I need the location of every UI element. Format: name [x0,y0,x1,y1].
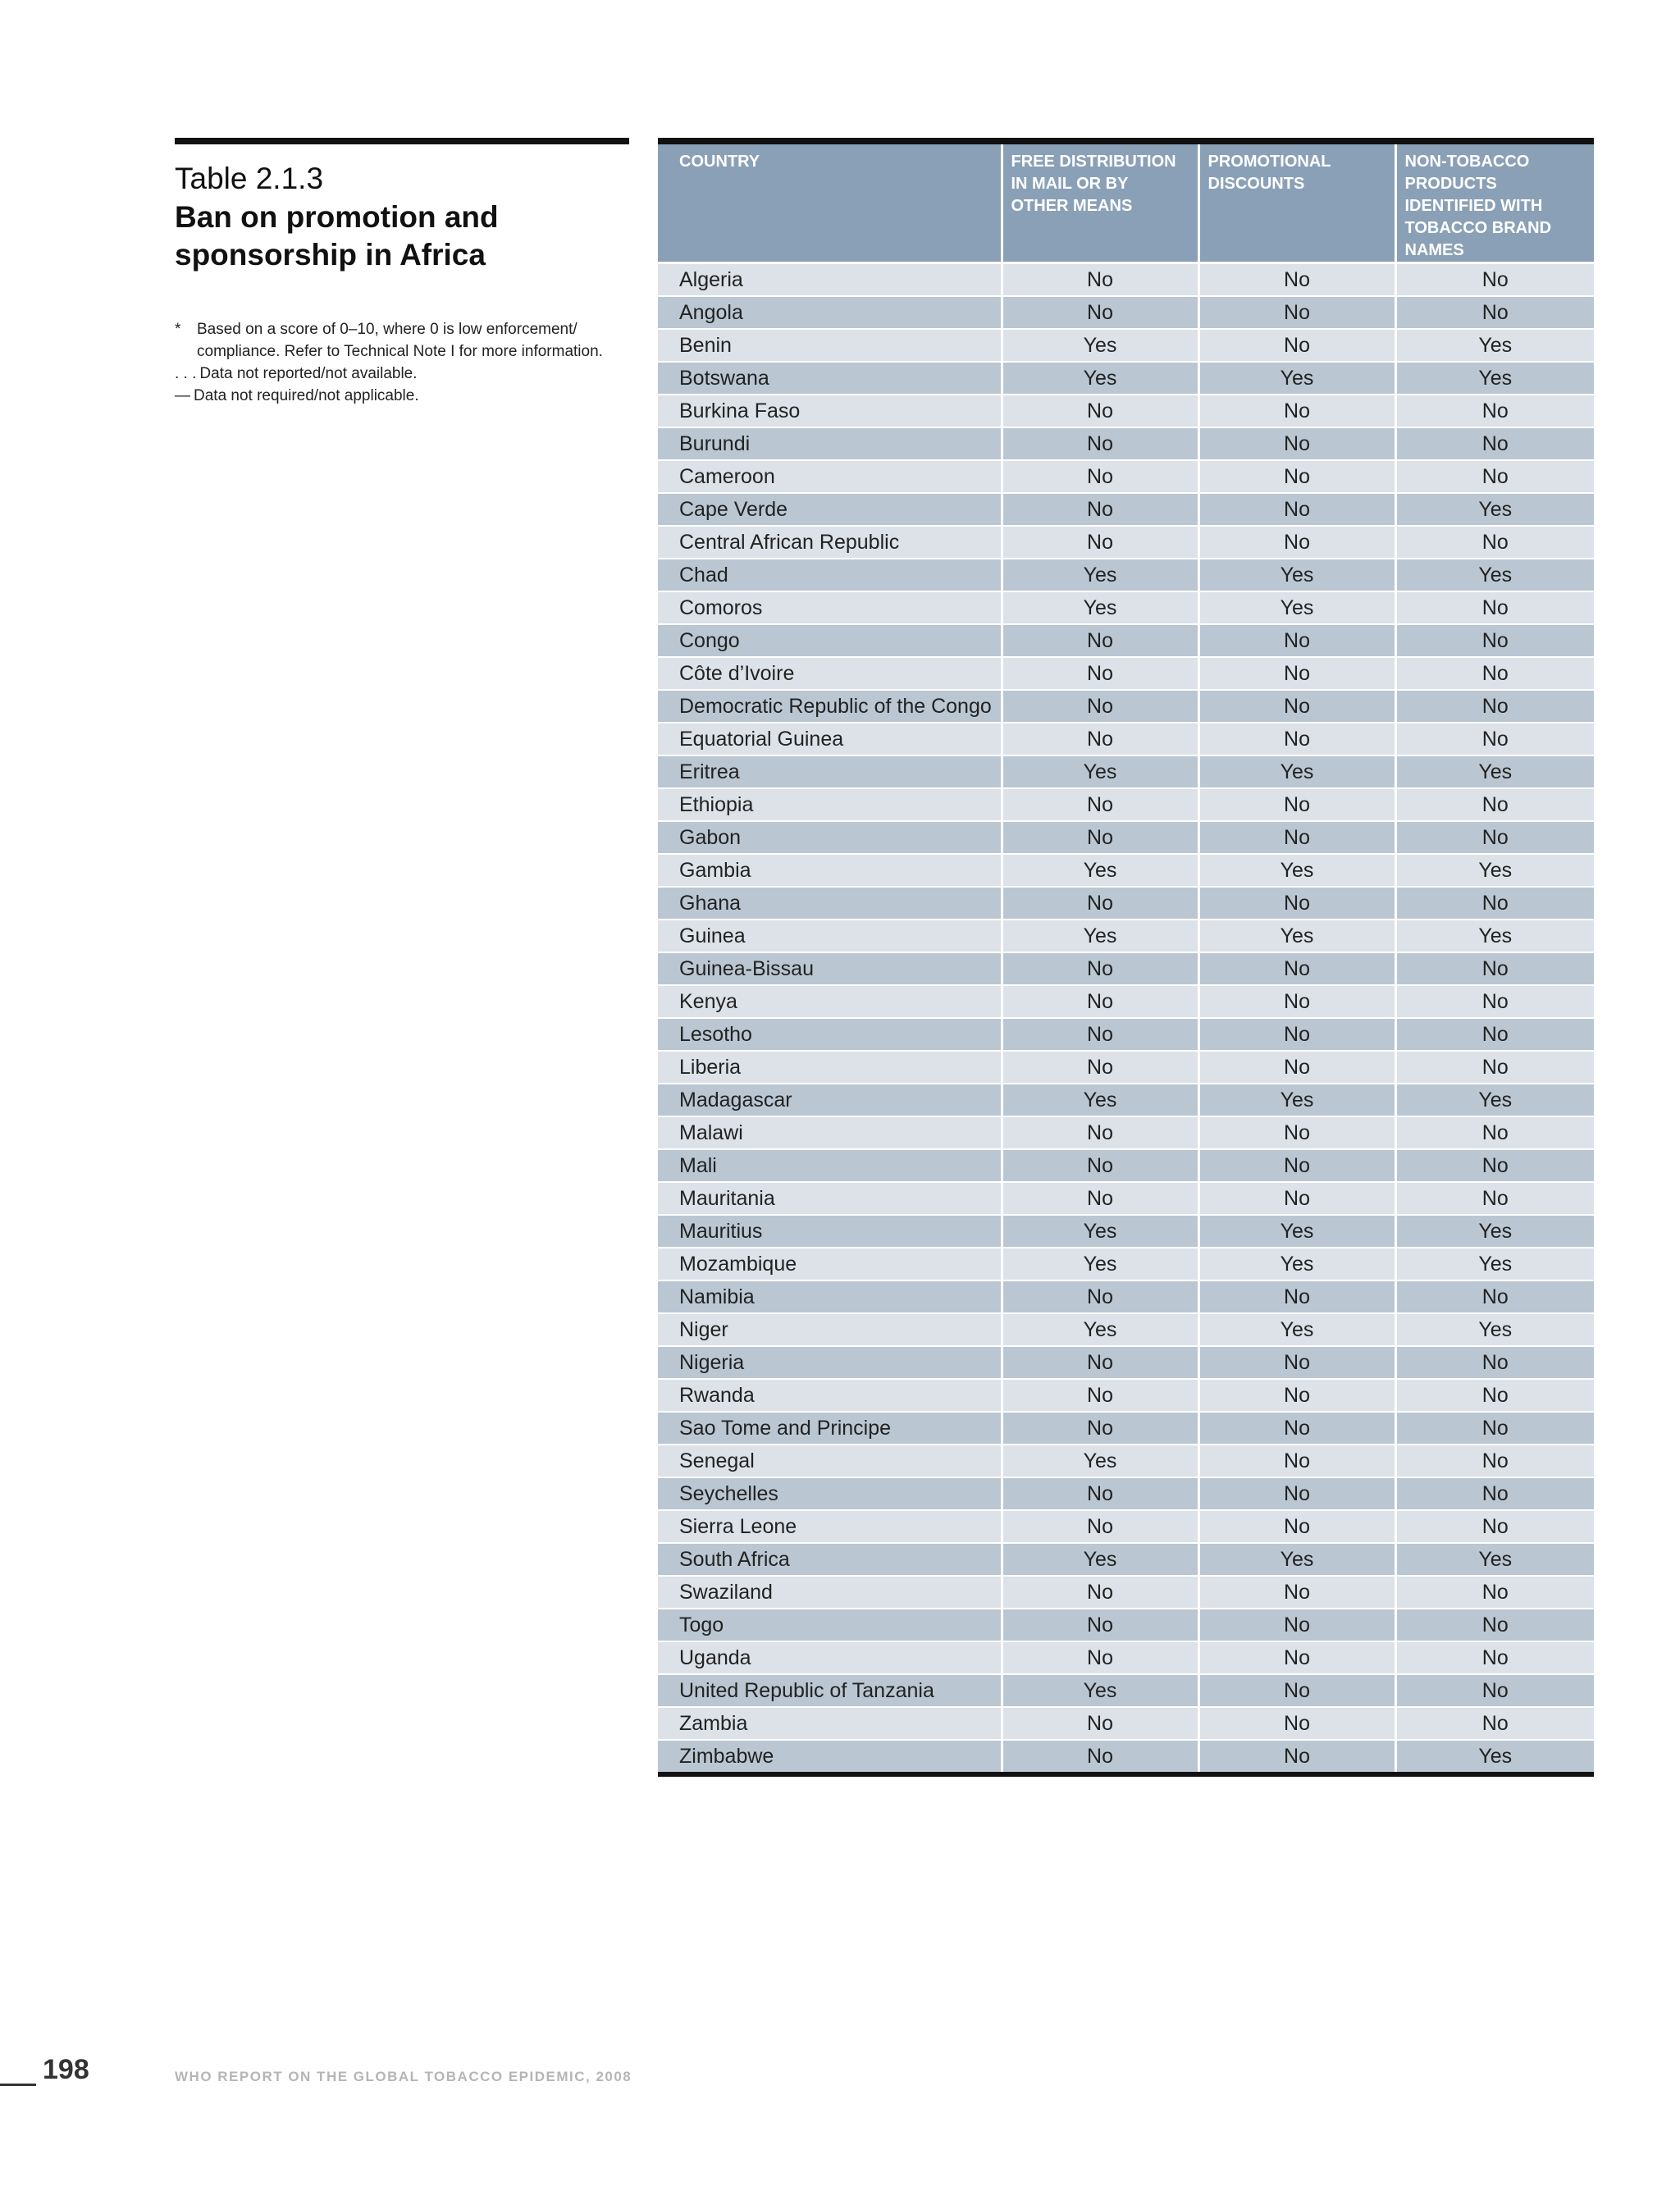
country-cell: Guinea [658,920,1002,952]
non-tobacco-products-cell: Yes [1395,1084,1594,1116]
table-row [658,1346,1594,1379]
non-tobacco-products-cell: No [1395,1346,1594,1379]
free-distribution-cell: No [1002,1051,1198,1084]
non-tobacco-products-cell: Yes [1395,1543,1594,1576]
free-distribution-cell: No [1002,821,1198,854]
non-tobacco-products-cell: No [1395,1116,1594,1149]
table-row [658,1576,1594,1609]
table-row [658,1280,1594,1313]
non-tobacco-products-cell: No [1395,263,1594,297]
promotional-discounts-cell: No [1198,821,1395,854]
country-cell: Niger [658,1313,1002,1346]
non-tobacco-products-cell: No [1395,1576,1594,1609]
free-distribution-cell: No [1002,1707,1198,1740]
promotional-discounts-cell: No [1198,493,1395,526]
table-row [658,296,1594,329]
non-tobacco-products-cell: No [1395,1674,1594,1707]
table-row [658,460,1594,493]
free-distribution-cell: No [1002,1641,1198,1674]
country-cell: Swaziland [658,1576,1002,1609]
non-tobacco-products-cell: No [1395,657,1594,690]
promotional-discounts-cell: No [1198,427,1395,460]
country-cell: Liberia [658,1051,1002,1084]
table-title-block [175,138,629,407]
free-distribution-cell: Yes [1002,1445,1198,1477]
country-cell: Eritrea [658,755,1002,788]
table-row [658,1674,1594,1707]
country-cell: Gambia [658,854,1002,887]
country-cell: Kenya [658,985,1002,1018]
free-distribution-cell: Yes [1002,1313,1198,1346]
country-cell: Seychelles [658,1477,1002,1510]
promotional-discounts-cell: No [1198,1576,1395,1609]
promotional-discounts-cell: Yes [1198,362,1395,395]
country-cell: Sao Tome and Principe [658,1412,1002,1445]
non-tobacco-products-cell: No [1395,985,1594,1018]
table-row [658,854,1594,887]
promotional-discounts-cell: Yes [1198,1084,1395,1116]
table-number: Table 2.1.3 [175,162,324,195]
table-row [658,1379,1594,1412]
country-cell: Cameroon [658,460,1002,493]
non-tobacco-products-cell: Yes [1395,1248,1594,1280]
non-tobacco-products-cell: No [1395,1149,1594,1182]
note-not-required [175,385,629,407]
promotional-discounts-cell: No [1198,723,1395,755]
table-row [658,723,1594,755]
free-distribution-cell: Yes [1002,1215,1198,1248]
free-distribution-cell: No [1002,624,1198,657]
table-row [658,1707,1594,1740]
country-cell: Comoros [658,591,1002,624]
promotional-discounts-cell: No [1198,526,1395,559]
table-row [658,1084,1594,1116]
non-tobacco-products-cell: No [1395,591,1594,624]
non-tobacco-products-cell: Yes [1395,920,1594,952]
note-score [175,318,629,363]
country-cell: Malawi [658,1116,1002,1149]
footer-rule [0,2084,36,2086]
promotional-discounts-cell: No [1198,657,1395,690]
non-tobacco-products-cell: No [1395,1707,1594,1740]
country-cell: Mali [658,1149,1002,1182]
note-mark: . . . [175,365,197,382]
non-tobacco-products-cell: No [1395,1280,1594,1313]
country-cell: Ghana [658,887,1002,920]
free-distribution-cell: No [1002,296,1198,329]
promotional-discounts-cell: No [1198,263,1395,297]
country-cell: Madagascar [658,1084,1002,1116]
non-tobacco-products-cell: No [1395,1445,1594,1477]
free-distribution-cell: No [1002,788,1198,821]
free-distribution-cell: Yes [1002,1674,1198,1707]
page-number: 198 [43,2054,89,2085]
table-row [658,1313,1594,1346]
header-country: COUNTRY [658,141,1002,263]
non-tobacco-products-cell: Yes [1395,559,1594,591]
table-row [658,985,1594,1018]
non-tobacco-products-cell: Yes [1395,329,1594,362]
promotional-discounts-cell: No [1198,1280,1395,1313]
table-row [658,1543,1594,1576]
free-distribution-cell: Yes [1002,755,1198,788]
free-distribution-cell: Yes [1002,854,1198,887]
non-tobacco-products-cell: No [1395,624,1594,657]
table-row [658,362,1594,395]
note-not-reported [175,363,629,385]
table-row [658,1051,1594,1084]
country-cell: Burkina Faso [658,395,1002,427]
header-non-tobacco-products: NON-TOBACCO PRODUCTS IDENTIFIED WITH TOBACCO BRAND NAMES [1395,141,1594,263]
country-cell: Ethiopia [658,788,1002,821]
promotional-discounts-cell: No [1198,1051,1395,1084]
non-tobacco-products-cell: No [1395,1182,1594,1215]
promotional-discounts-cell: No [1198,1674,1395,1707]
non-tobacco-products-cell: No [1395,526,1594,559]
country-cell: Guinea-Bissau [658,952,1002,985]
non-tobacco-products-cell: No [1395,427,1594,460]
promotional-discounts-cell: No [1198,1510,1395,1543]
non-tobacco-products-cell: Yes [1395,493,1594,526]
promotional-discounts-cell: No [1198,952,1395,985]
table-row [658,329,1594,362]
free-distribution-cell: No [1002,526,1198,559]
promotional-discounts-cell: No [1198,1116,1395,1149]
promotional-discounts-cell: Yes [1198,591,1395,624]
non-tobacco-products-cell: No [1395,1051,1594,1084]
non-tobacco-products-cell: No [1395,821,1594,854]
free-distribution-cell: No [1002,1280,1198,1313]
non-tobacco-products-cell: No [1395,788,1594,821]
table-row [658,821,1594,854]
table-notes [175,318,629,407]
free-distribution-cell: No [1002,1609,1198,1641]
non-tobacco-products-cell: Yes [1395,362,1594,395]
promotional-discounts-cell: No [1198,1182,1395,1215]
country-cell: Senegal [658,1445,1002,1477]
country-cell: Cape Verde [658,493,1002,526]
promotional-discounts-cell: No [1198,395,1395,427]
free-distribution-cell: No [1002,1346,1198,1379]
table-row [658,1018,1594,1051]
non-tobacco-products-cell: No [1395,460,1594,493]
table-row [658,591,1594,624]
promotional-discounts-cell: Yes [1198,1543,1395,1576]
promotional-discounts-cell: No [1198,1740,1395,1774]
promotional-discounts-cell: No [1198,1346,1395,1379]
promotional-discounts-cell: No [1198,1609,1395,1641]
free-distribution-cell: No [1002,1576,1198,1609]
free-distribution-cell: No [1002,952,1198,985]
country-cell: Lesotho [658,1018,1002,1051]
free-distribution-cell: No [1002,1510,1198,1543]
non-tobacco-products-cell: No [1395,1510,1594,1543]
free-distribution-cell: Yes [1002,329,1198,362]
country-cell: Benin [658,329,1002,362]
promotional-discounts-cell: No [1198,624,1395,657]
table-row [658,526,1594,559]
running-title: WHO REPORT ON THE GLOBAL TOBACCO EPIDEMIC, 2008 [175,2069,632,2084]
non-tobacco-products-cell: No [1395,296,1594,329]
free-distribution-cell: No [1002,887,1198,920]
country-cell: Nigeria [658,1346,1002,1379]
promotional-discounts-cell: No [1198,1412,1395,1445]
promotional-discounts-cell: No [1198,1641,1395,1674]
free-distribution-cell: No [1002,395,1198,427]
free-distribution-cell: No [1002,1149,1198,1182]
country-cell: Mauritania [658,1182,1002,1215]
free-distribution-cell: No [1002,427,1198,460]
country-cell: Chad [658,559,1002,591]
table-row [658,690,1594,723]
country-cell: Democratic Republic of the Congo [658,690,1002,723]
table-row [658,1445,1594,1477]
promotional-discounts-cell: Yes [1198,559,1395,591]
table-row [658,755,1594,788]
promotional-discounts-cell: No [1198,460,1395,493]
note-mark: — [175,387,190,404]
header-promotional-discounts: PROMOTIONAL DISCOUNTS [1198,141,1395,263]
note-text: Data not reported/not available. [199,365,418,382]
country-cell: Sierra Leone [658,1510,1002,1543]
table-row [658,1149,1594,1182]
country-cell: Rwanda [658,1379,1002,1412]
free-distribution-cell: No [1002,657,1198,690]
table-row [658,395,1594,427]
non-tobacco-products-cell: Yes [1395,1740,1594,1774]
free-distribution-cell: Yes [1002,1084,1198,1116]
non-tobacco-products-cell: Yes [1395,854,1594,887]
promotional-discounts-cell: Yes [1198,920,1395,952]
country-cell: Congo [658,624,1002,657]
table-row [658,1182,1594,1215]
note-mark: * [175,321,181,338]
note-text: Based on a score of 0–10, where 0 is low enforcement/ compliance. Refer to Technical Note I for more information. [197,321,603,360]
free-distribution-cell: No [1002,690,1198,723]
free-distribution-cell: No [1002,460,1198,493]
non-tobacco-products-cell: No [1395,1477,1594,1510]
free-distribution-cell: No [1002,723,1198,755]
promotional-discounts-cell: Yes [1198,854,1395,887]
free-distribution-cell: Yes [1002,591,1198,624]
free-distribution-cell: No [1002,1477,1198,1510]
table-row [658,263,1594,297]
free-distribution-cell: Yes [1002,559,1198,591]
table-body [658,263,1594,1775]
non-tobacco-products-cell: No [1395,1018,1594,1051]
promotional-discounts-cell: Yes [1198,1215,1395,1248]
promotional-discounts-cell: No [1198,1707,1395,1740]
table-row [658,887,1594,920]
table-row [658,1510,1594,1543]
country-cell: Botswana [658,362,1002,395]
promotional-discounts-cell: Yes [1198,1248,1395,1280]
country-cell: United Republic of Tanzania [658,1674,1002,1707]
country-cell: Namibia [658,1280,1002,1313]
table-row [658,559,1594,591]
table-row [658,624,1594,657]
table-row [658,920,1594,952]
non-tobacco-products-cell: No [1395,723,1594,755]
country-cell: Mozambique [658,1248,1002,1280]
non-tobacco-products-cell: No [1395,690,1594,723]
non-tobacco-products-cell: No [1395,1379,1594,1412]
table-row [658,493,1594,526]
country-cell: Angola [658,296,1002,329]
note-text: Data not required/not applicable. [194,387,419,404]
country-cell: Côte d’Ivoire [658,657,1002,690]
table-row [658,1477,1594,1510]
header-free-distribution: FREE DISTRIBUTION IN MAIL OR BY OTHER MEANS [1002,141,1198,263]
promotional-discounts-cell: No [1198,1477,1395,1510]
non-tobacco-products-cell: Yes [1395,1215,1594,1248]
country-cell: Uganda [658,1641,1002,1674]
promotion-ban-table [658,138,1594,1777]
country-cell: Burundi [658,427,1002,460]
free-distribution-cell: Yes [1002,1248,1198,1280]
free-distribution-cell: No [1002,1116,1198,1149]
free-distribution-cell: No [1002,1740,1198,1774]
free-distribution-cell: No [1002,493,1198,526]
table-header-row [658,141,1594,263]
table-row [658,1116,1594,1149]
free-distribution-cell: No [1002,1018,1198,1051]
promotional-discounts-cell: No [1198,329,1395,362]
table-row [658,1248,1594,1280]
country-cell: Mauritius [658,1215,1002,1248]
country-cell: Central African Republic [658,526,1002,559]
free-distribution-cell: No [1002,1412,1198,1445]
promotional-discounts-cell: No [1198,788,1395,821]
promotional-discounts-cell: No [1198,985,1395,1018]
country-cell: South Africa [658,1543,1002,1576]
promotional-discounts-cell: No [1198,1149,1395,1182]
non-tobacco-products-cell: Yes [1395,755,1594,788]
non-tobacco-products-cell: No [1395,395,1594,427]
non-tobacco-products-cell: No [1395,1609,1594,1641]
country-cell: Togo [658,1609,1002,1641]
free-distribution-cell: No [1002,1182,1198,1215]
table-row [658,1641,1594,1674]
non-tobacco-products-cell: No [1395,1412,1594,1445]
table-row [658,657,1594,690]
free-distribution-cell: Yes [1002,362,1198,395]
free-distribution-cell: Yes [1002,1543,1198,1576]
table-row [658,1215,1594,1248]
promotional-discounts-cell: No [1198,1379,1395,1412]
promotional-discounts-cell: No [1198,1445,1395,1477]
table-row [658,952,1594,985]
free-distribution-cell: No [1002,263,1198,297]
free-distribution-cell: No [1002,985,1198,1018]
table-row [658,1412,1594,1445]
non-tobacco-products-cell: No [1395,1641,1594,1674]
non-tobacco-products-cell: No [1395,887,1594,920]
promotional-discounts-cell: Yes [1198,1313,1395,1346]
free-distribution-cell: No [1002,1379,1198,1412]
promotional-discounts-cell: No [1198,1018,1395,1051]
free-distribution-cell: Yes [1002,920,1198,952]
table-title: Ban on promotion and sponsorship in Africa [175,200,499,272]
country-cell: Zambia [658,1707,1002,1740]
table-row [658,427,1594,460]
promotional-discounts-cell: No [1198,690,1395,723]
promotional-discounts-cell: Yes [1198,755,1395,788]
promotional-discounts-cell: No [1198,887,1395,920]
country-cell: Algeria [658,263,1002,297]
table-row [658,1609,1594,1641]
country-cell: Zimbabwe [658,1740,1002,1774]
promotional-discounts-cell: No [1198,296,1395,329]
country-cell: Gabon [658,821,1002,854]
country-cell: Equatorial Guinea [658,723,1002,755]
table-row [658,1740,1594,1774]
non-tobacco-products-cell: Yes [1395,1313,1594,1346]
table-row [658,788,1594,821]
non-tobacco-products-cell: No [1395,952,1594,985]
